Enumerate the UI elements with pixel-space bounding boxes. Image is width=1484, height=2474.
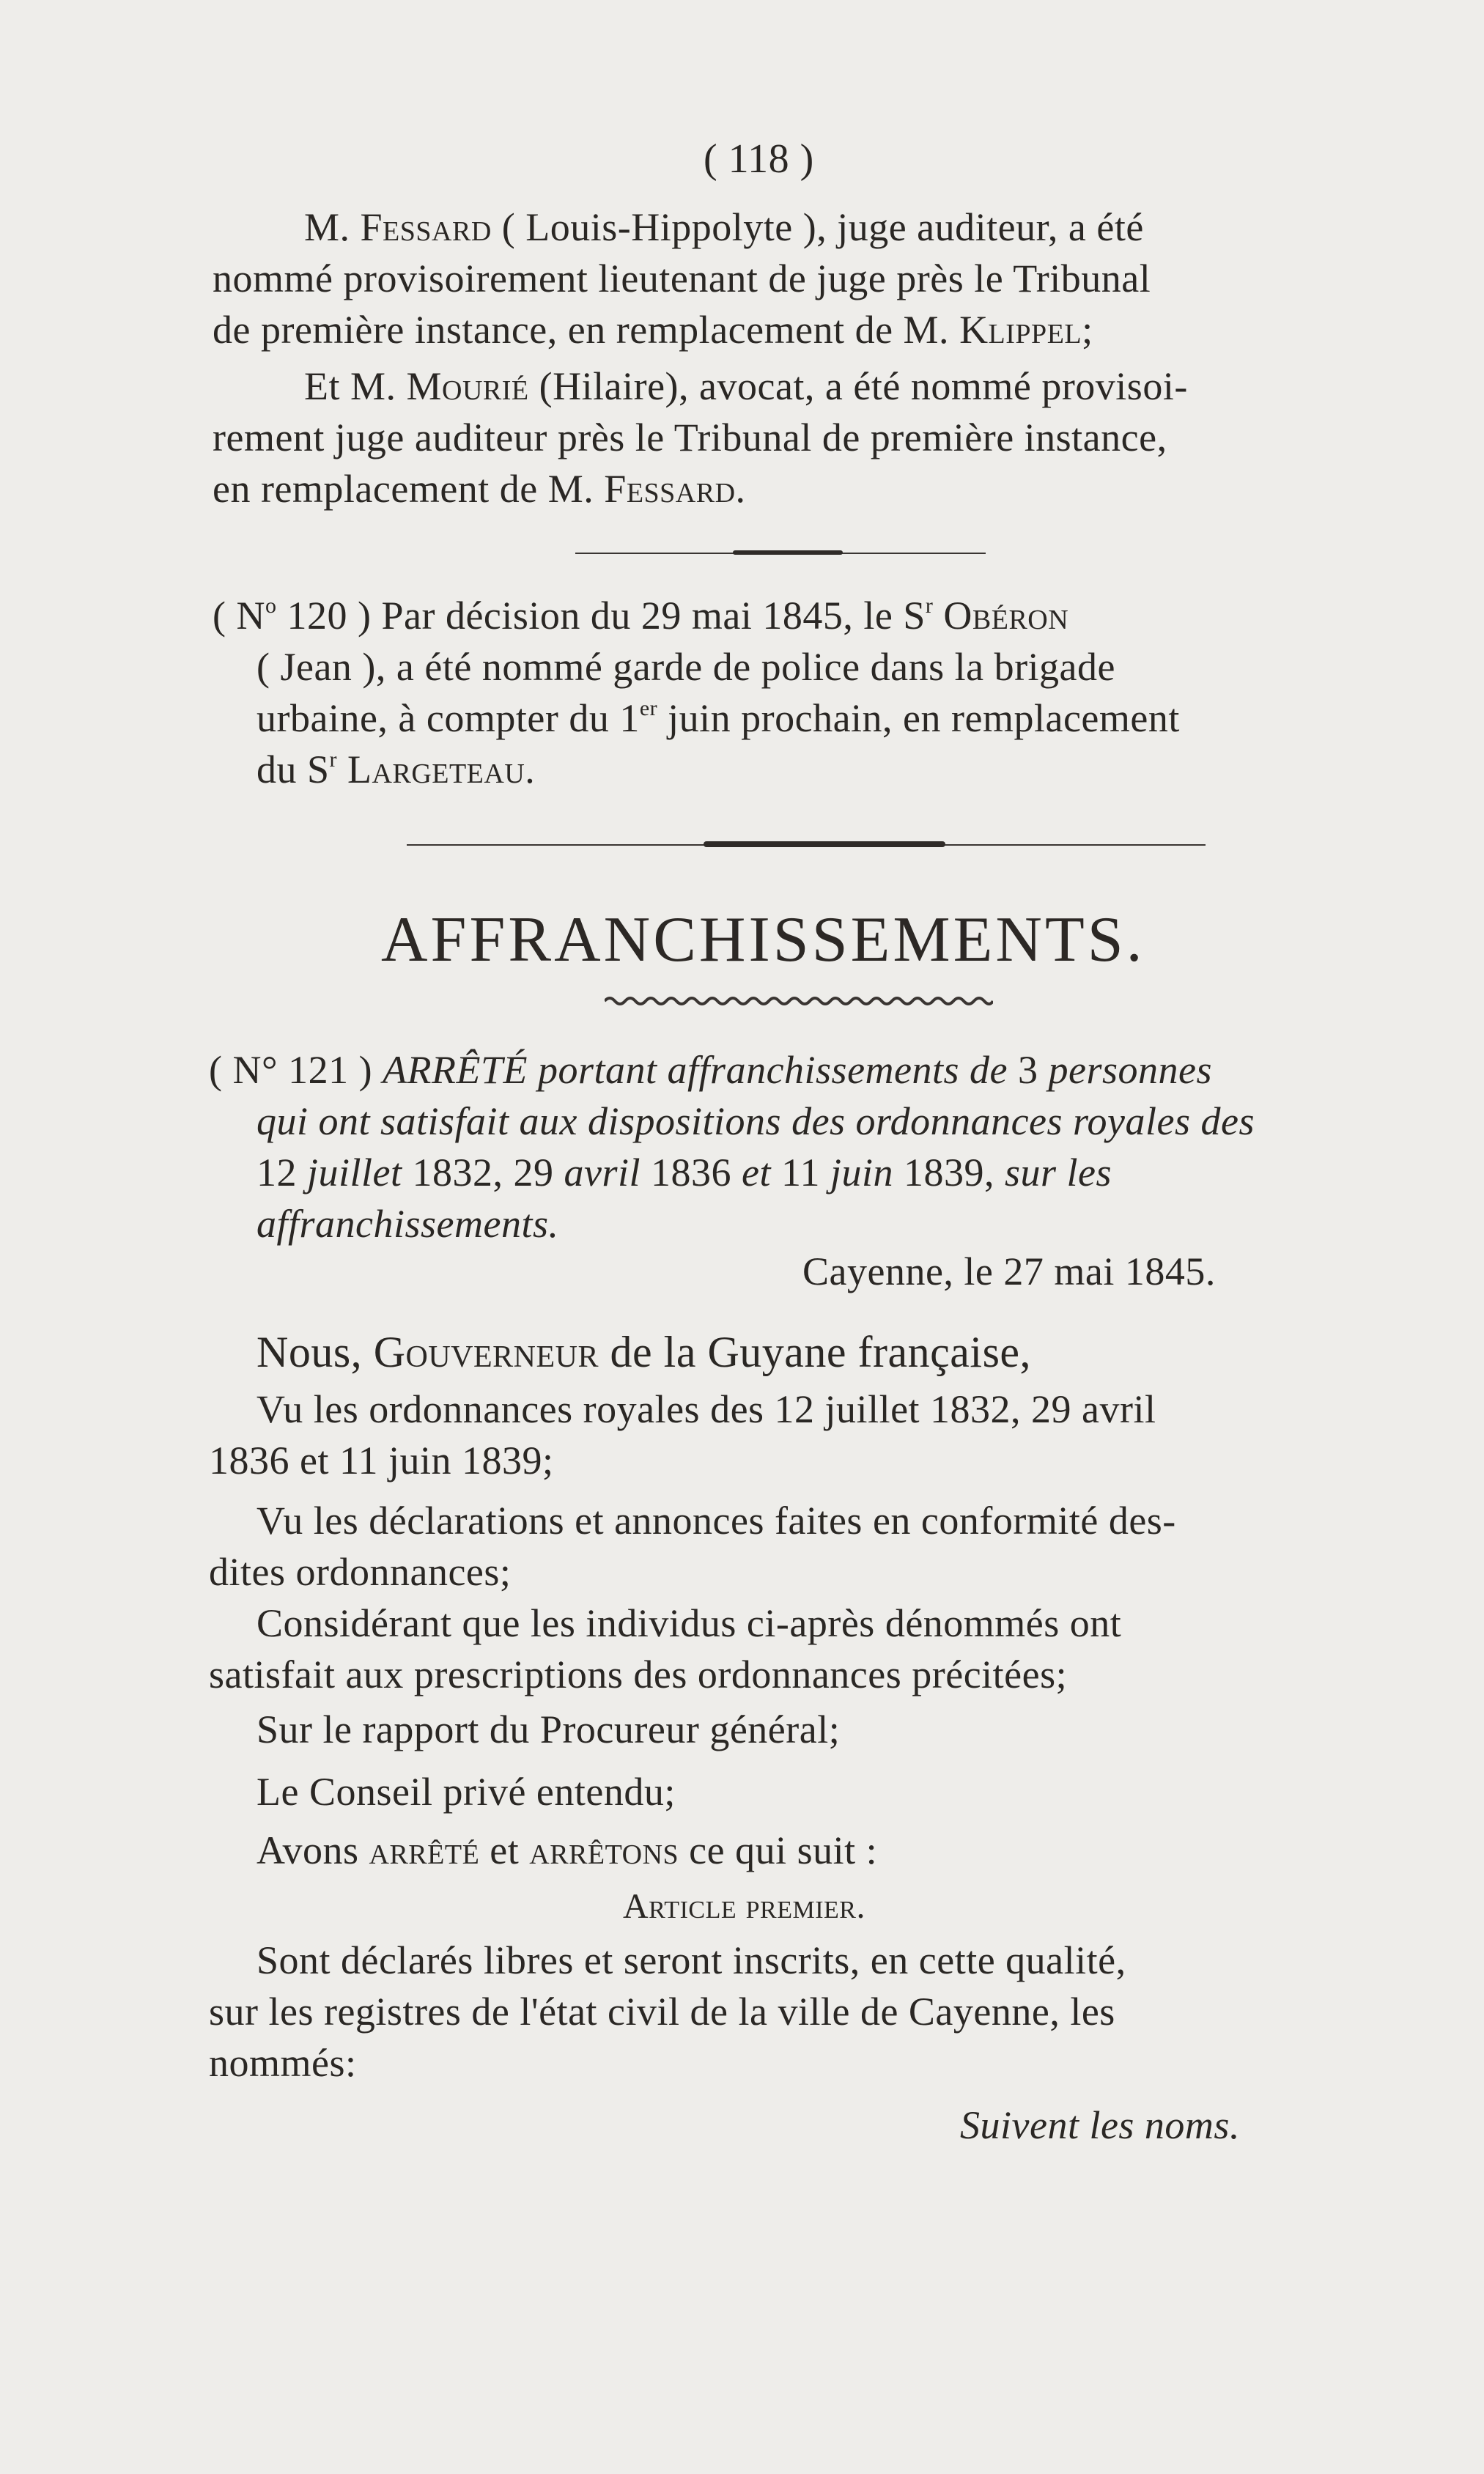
- text: .: [525, 747, 536, 791]
- paragraph-avons: [256, 1825, 1356, 1876]
- text: Et M.: [304, 364, 407, 408]
- section-heading: AFFRANCHISSEMENTS.: [381, 904, 1145, 975]
- text-line: [209, 1147, 1385, 1198]
- text-line: 1836 et 11 juin 1839;: [209, 1439, 554, 1482]
- person-name: Klippel: [959, 308, 1082, 352]
- text: de la Guyane française,: [599, 1328, 1032, 1376]
- text: juin prochain, en remplacement: [657, 696, 1180, 740]
- keyword: arrêtons: [529, 1828, 679, 1872]
- text-line: nommés:: [209, 2041, 357, 2085]
- text: Nous,: [256, 1328, 374, 1376]
- text-line: [213, 202, 1385, 253]
- text: Avons: [256, 1828, 369, 1872]
- text-line: rement juge auditeur près le Tribunal de première instance,: [213, 416, 1167, 459]
- italic-text: juin: [830, 1151, 893, 1194]
- text-line: [213, 693, 1385, 744]
- paragraph-vu-declarations: [209, 1495, 1385, 1598]
- keyword: arrêté: [369, 1828, 480, 1872]
- paragraph-mourie: [213, 361, 1385, 514]
- person-name: Fessard: [604, 467, 736, 511]
- text: de première instance, en remplacement de M.: [213, 308, 960, 352]
- superscript: r: [329, 747, 338, 772]
- person-name: Obéron: [933, 594, 1069, 638]
- text: 120 ) Par décision du 29 mai 1845, le S: [276, 594, 926, 638]
- paragraph-considerant: [209, 1598, 1385, 1700]
- text: et: [479, 1828, 530, 1872]
- text: en remplacement de M.: [213, 467, 605, 511]
- divider-ornament: [733, 550, 843, 555]
- text: du S: [256, 747, 330, 791]
- person-name: Fessard: [360, 205, 492, 249]
- text-line: sur les registres de l'état civil de la ville de Cayenne, les: [209, 1990, 1115, 2034]
- italic-text: juillet: [307, 1151, 402, 1194]
- italic-text: personnes: [1048, 1048, 1212, 1092]
- text: .: [735, 467, 746, 511]
- title-name: Gouverneur: [373, 1328, 599, 1376]
- governor-line: [256, 1323, 1356, 1381]
- wavy-ornament: [605, 994, 993, 1008]
- italic-text: avril: [564, 1151, 641, 1194]
- text-line: nommé provisoirement lieutenant de juge près le Tribunal: [213, 256, 1151, 300]
- text: (Hilaire), avocat, a été nommé provisoi-: [528, 364, 1188, 408]
- text-line: [209, 1044, 1385, 1096]
- text: ce qui suit :: [679, 1828, 878, 1872]
- text-line: dites ordonnances;: [209, 1550, 512, 1594]
- text: ;: [1082, 308, 1093, 352]
- text-line: [213, 463, 1385, 514]
- text-line: ( Jean ), a été nommé garde de police dans la brigade: [256, 645, 1115, 689]
- text-line: [213, 361, 1385, 412]
- text: 11: [770, 1151, 830, 1194]
- article-heading: Article premier.: [623, 1887, 865, 1926]
- text: 1832, 29: [402, 1151, 564, 1194]
- text: M.: [304, 205, 361, 249]
- person-name: Mourié: [406, 364, 529, 408]
- italic-text: sur les: [1004, 1151, 1112, 1194]
- text-line: Considérant que les individus ci-après dénommés ont: [256, 1601, 1122, 1645]
- text-line: Vu les ordonnances royales des 12 juillet 1832, 29 avril: [256, 1387, 1156, 1431]
- italic-text: et: [741, 1151, 771, 1194]
- paragraph-fessard: [213, 202, 1385, 355]
- italic-text: ARRÊTÉ portant affranchissements de: [383, 1048, 1008, 1092]
- section-divider-ornament: [704, 841, 945, 847]
- text: 1836: [640, 1151, 742, 1194]
- text: 3: [1007, 1048, 1049, 1092]
- text-line: Sont déclarés libres et seront inscrits, en cette qualité,: [256, 1938, 1126, 1982]
- text-line: [213, 590, 1385, 641]
- paragraph-oberon: [213, 590, 1385, 795]
- text: 12: [256, 1151, 307, 1194]
- text: 1839,: [893, 1151, 1005, 1194]
- article-text: [209, 1935, 1385, 2089]
- text-line: qui ont satisfait aux dispositions des ordonnances royales des: [256, 1099, 1255, 1143]
- text: urbaine, à compter du 1: [256, 696, 640, 740]
- superscript: r: [925, 594, 934, 618]
- superscript: o: [265, 594, 277, 618]
- superscript: er: [639, 696, 658, 720]
- person-name: Largeteau: [337, 747, 525, 791]
- closing-note: Suivent les noms.: [960, 2103, 1240, 2147]
- text: ( Louis-Hippolyte ), juge auditeur, a été: [491, 205, 1144, 249]
- text-line: [213, 744, 1385, 795]
- text-line: satisfait aux prescriptions des ordonnances précitées;: [209, 1653, 1068, 1696]
- paragraph-vu-ordonnances: [209, 1384, 1385, 1486]
- text: ( N° 121 ): [209, 1048, 383, 1092]
- text-line: Vu les déclarations et annonces faites en conformité des-: [256, 1499, 1176, 1543]
- arrete-title: [209, 1044, 1385, 1249]
- text: ( N: [213, 594, 265, 638]
- paragraph-rapport: Sur le rapport du Procureur général;: [256, 1707, 841, 1751]
- page-number: ( 118 ): [704, 136, 814, 182]
- text-line: [213, 304, 1385, 355]
- text-line: affranchissements.: [256, 1202, 559, 1246]
- date-line: Cayenne, le 27 mai 1845.: [802, 1249, 1216, 1293]
- paragraph-conseil: Le Conseil privé entendu;: [256, 1770, 676, 1814]
